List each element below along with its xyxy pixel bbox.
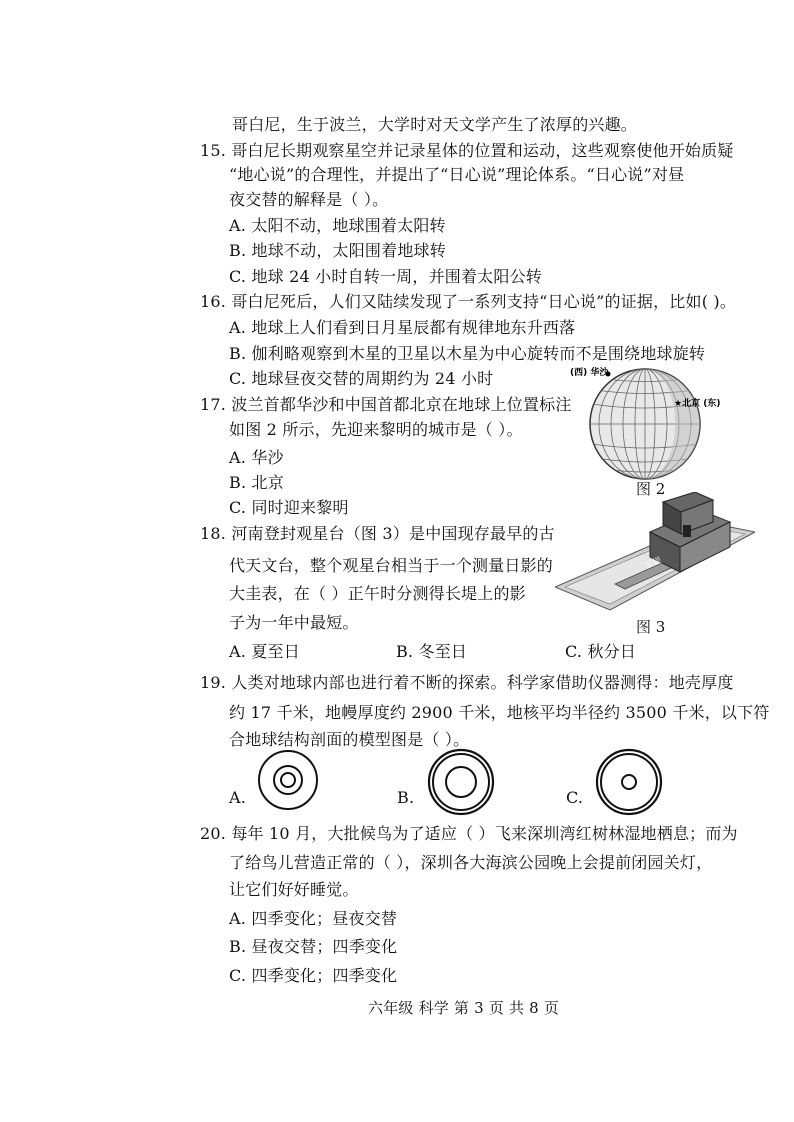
q18-line-2: 代天文台，整个观星台相当于一个测量日影的 bbox=[229, 556, 554, 575]
q18-line-1: 18. 河南登封观星台（图 3）是中国现存最早的古 bbox=[200, 524, 555, 543]
q18-line-3: 大圭表，在（ ）正午时分测得长堤上的影 bbox=[229, 584, 526, 603]
q20-option-b: B. 昼夜交替；四季变化 bbox=[229, 937, 398, 956]
q19-option-c-label: C. bbox=[566, 788, 584, 807]
q19-option-b-label: B. bbox=[397, 788, 415, 807]
page-footer: 六年级 科学 第 3 页 共 8 页 bbox=[368, 999, 560, 1017]
q15-line-1: 15. 哥白尼长期观察星空并记录星体的位置和运动，这些观察使他开始质疑 bbox=[200, 141, 734, 160]
globe-figure bbox=[570, 362, 740, 482]
q20-line-2: 了给鸟儿营造正常的（ ），深圳各大海滨公园晚上会提前闭园关灯， bbox=[229, 853, 713, 872]
q18-option-a: A. 夏至日 bbox=[229, 642, 300, 661]
earth-model-c bbox=[594, 747, 664, 817]
figure-3-caption: 图 3 bbox=[636, 618, 666, 636]
q15-option-c: C. 地球 24 小时自转一周，并围着太阳公转 bbox=[229, 267, 542, 286]
q15-option-a: A. 太阳不动，地球围着太阳转 bbox=[229, 216, 446, 235]
q15-option-b: B. 地球不动，太阳围着地球转 bbox=[229, 241, 446, 260]
q16-option-a: A. 地球上人们看到日月星辰都有规律地东升西落 bbox=[229, 318, 576, 337]
globe-label-east: ★北京 (东) bbox=[674, 399, 721, 409]
q17-line-1: 17. 波兰首都华沙和中国首都北京在地球上位置标注 bbox=[200, 395, 572, 414]
globe-label-west: (西) 华沙 bbox=[570, 368, 609, 378]
q18-option-c: C. 秋分日 bbox=[565, 642, 637, 661]
q16-option-b: B. 伽利略观察到木星的卫星以木星为中心旋转而不是围绕地球旋转 bbox=[229, 344, 706, 363]
earth-model-a bbox=[256, 748, 320, 812]
intro-line: 哥白尼，生于波兰，大学时对天文学产生了浓厚的兴趣。 bbox=[232, 115, 638, 134]
q17-line-2: 如图 2 所示，先迎来黎明的城市是（ ）。 bbox=[229, 420, 523, 439]
q18-option-b: B. 冬至日 bbox=[396, 642, 468, 661]
q20-option-c: C. 四季变化；四季变化 bbox=[229, 966, 398, 985]
figure-2-caption: 图 2 bbox=[636, 480, 666, 498]
q16-option-c: C. 地球昼夜交替的周期约为 24 小时 bbox=[229, 369, 494, 388]
q15-line-2: “地心说”的合理性，并提出了“日心说”理论体系。“日心说”对昼 bbox=[229, 165, 685, 184]
q19-line-3: 合地球结构剖面的模型图是（ ）。 bbox=[229, 730, 470, 749]
q18-line-4: 子为一年中最短。 bbox=[229, 613, 359, 632]
q17-option-a: A. 华沙 bbox=[229, 448, 284, 467]
q20-line-3: 让它们好好睡觉。 bbox=[229, 880, 359, 899]
q15-line-3: 夜交替的解释是（ ）。 bbox=[229, 190, 389, 209]
figure-3-label: 长堤 bbox=[644, 555, 663, 570]
q17-option-c: C. 同时迎来黎明 bbox=[229, 498, 349, 517]
q19-line-2: 约 17 千米，地幔厚度约 2900 千米，地核平均半径约 3500 千米，以下符 bbox=[229, 703, 770, 722]
earth-model-b bbox=[426, 747, 496, 817]
q19-line-1: 19. 人类对地球内部也进行着不断的探索。科学家借助仪器测得：地壳厚度 bbox=[200, 673, 734, 692]
q17-option-b: B. 北京 bbox=[229, 473, 284, 492]
q20-line-1: 20. 每年 10 月，大批候鸟为了适应（ ）飞来深圳湾红树林湿地栖息；而为 bbox=[200, 824, 738, 843]
q16-line-1: 16. 哥白尼死后，人们又陆续发现了一系列支持“日心说”的证据，比如( )。 bbox=[200, 292, 737, 311]
q20-option-a: A. 四季变化；昼夜交替 bbox=[229, 909, 398, 928]
q19-option-a-label: A. bbox=[229, 788, 247, 807]
observatory-figure bbox=[555, 492, 755, 612]
